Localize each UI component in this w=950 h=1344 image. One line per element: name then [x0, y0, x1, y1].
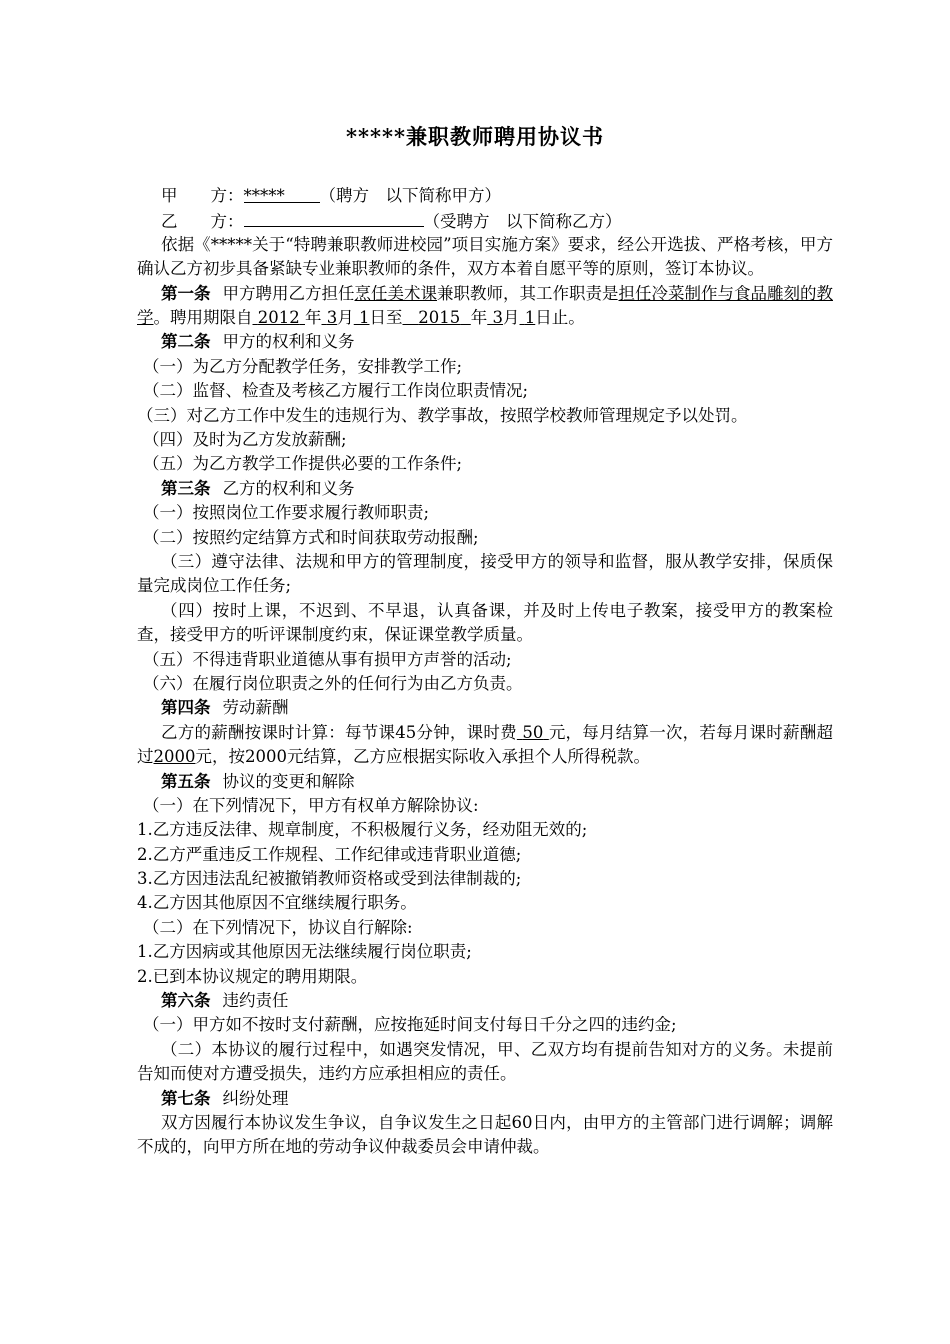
- article-5-heading: 第五条 协议的变更和解除: [161, 771, 355, 791]
- article-5-sub: （一）在下列情况下，甲方有权单方解除协议:: [143, 795, 479, 815]
- party-a-label: 甲 方：: [161, 186, 244, 205]
- party-b-note: （受聘方 以下简称乙方）: [423, 212, 622, 232]
- start-month: 3: [326, 308, 338, 327]
- article-6-item: （一）甲方如不按时支付薪酬，应按拖延时间支付每日千分之四的违约金;: [143, 1015, 677, 1035]
- article-1-head: 第一条: [161, 283, 211, 303]
- salary-cap: 2000: [153, 747, 196, 767]
- start-day: 1: [359, 308, 370, 327]
- document-body: [137, 184, 833, 1160]
- end-day: 1: [524, 308, 536, 327]
- article-2-heading: 第二条 甲方的权利和义务: [161, 332, 355, 352]
- article-7-heading: 第七条 纠纷处理: [161, 1088, 289, 1108]
- course-name: 烹任美术课: [354, 283, 437, 303]
- article-3-item: （一）按照岗位工作要求履行教师职责;: [143, 503, 430, 523]
- article-6-heading: 第六条 违约责任: [161, 991, 289, 1011]
- article-3-item: （五）不得违背职业道德从事有损甲方声誉的活动;: [143, 649, 512, 669]
- article-4-heading: 第四条 劳动薪酬: [161, 698, 289, 718]
- article-5-list-item: 2.乙方严重违反工作规程、工作纪律或违背职业道德;: [137, 844, 522, 864]
- article-2-item: （四）及时为乙方发放薪酬;: [143, 429, 347, 449]
- party-a-value-field: [244, 184, 320, 203]
- article-3-item: （三）遵守法律、法规和甲方的管理制度，接受甲方的领导和监督，服从教学安排，保质保量完成岗位工作任务;: [137, 551, 833, 596]
- article-7-text: 双方因履行本协议发生争议，自争议发生之日起60日内，由甲方的主管部门进行调解；调解不成的，向甲方所在地的劳动争议仲裁委员会申请仲裁。: [137, 1113, 833, 1157]
- article-3-item: （四）按时上课，不迟到、不早退，认真备课，并及时上传电子教案，接受甲方的教案检查，接受甲方的听评课制度约束，保证课堂教学质量。: [137, 600, 833, 645]
- document-title: *****兼职教师聘用协议书: [346, 124, 604, 149]
- party-a-note: （聘方 以下简称甲方）: [319, 186, 501, 205]
- article-5-sub: （二）在下列情况下，协议自行解除:: [143, 917, 413, 937]
- article-6-item: （二）本协议的履行过程中，如遇突发情况，甲、乙双方均有提前告知对方的义务。未提前告知而使对方遭受损失，违约方应承担相应的责任。: [137, 1039, 833, 1084]
- article-3-item: （二）按照约定结算方式和时间获取劳动报酬;: [143, 527, 479, 547]
- article-2-item: （三）对乙方工作中发生的违规行为、教学事故，按照学校教师管理规定予以处罚。: [137, 405, 748, 425]
- article-5-list-item: 1.乙方违反法律、规章制度，不积极履行义务，经劝阻无效的;: [137, 820, 588, 840]
- article-3-item: （六）在履行岗位职责之外的任何行为由乙方负责。: [143, 673, 523, 693]
- article-2-item: （五）为乙方教学工作提供必要的工作条件;: [143, 454, 463, 474]
- end-year: 2015: [418, 308, 461, 327]
- party-b-line: [137, 208, 833, 232]
- article-5-list-item: 2.已到本协议规定的聘用期限。: [137, 966, 368, 986]
- job-duty: 担任冷菜制作与食品雕刻的教学: [137, 283, 833, 327]
- article-2-item: （一）为乙方分配教学任务，安排教学工作;: [143, 356, 463, 376]
- article-2-item: （二）监督、检查及考核乙方履行工作岗位职责情况;: [143, 381, 529, 401]
- party-b-label: 乙 方：: [161, 212, 244, 232]
- article-3-heading: 第三条 乙方的权利和义务: [161, 478, 355, 498]
- party-b-value-field: [244, 208, 424, 227]
- article-5-list-item: 4.乙方因其他原因不宜继续履行职务。: [137, 893, 417, 913]
- article-4-text: 乙方的薪酬按课时计算：每节课45分钟，课时费 50 元，每月结算一次，若每月课时薪酬超过2000元，按2000元结算，乙方应根据实际收入承担个人所得税款。: [137, 722, 834, 767]
- intro-paragraph: 依据《*****关于“特聘兼职教师进校园”项目实施方案》要求，经公开选拔、严格考核，甲方确认乙方初步具备紧缺专业兼职教师的条件，双方本着自愿平等的原则，签订本协议。: [137, 234, 833, 279]
- end-month: 3: [492, 308, 503, 327]
- article-5-list-item: 1.乙方因病或其他原因无法继续履行岗位职责;: [137, 942, 472, 962]
- party-a-line: [137, 184, 833, 208]
- start-year: 2012: [257, 308, 300, 327]
- hourly-fee: 50: [522, 722, 544, 742]
- article-5-list-item: 3.乙方因违法乱纪被撤销教师资格或受到法律制裁的;: [137, 869, 522, 889]
- party-a-value: *****: [243, 186, 285, 205]
- article-1: 第一条 甲方聘用乙方担任烹任美术课兼职教师，其工作职责是担任冷菜制作与食品雕刻的教学。聘用期限自 2012 年 3月 1日至 2015 年 3月 1日止。: [137, 283, 833, 327]
